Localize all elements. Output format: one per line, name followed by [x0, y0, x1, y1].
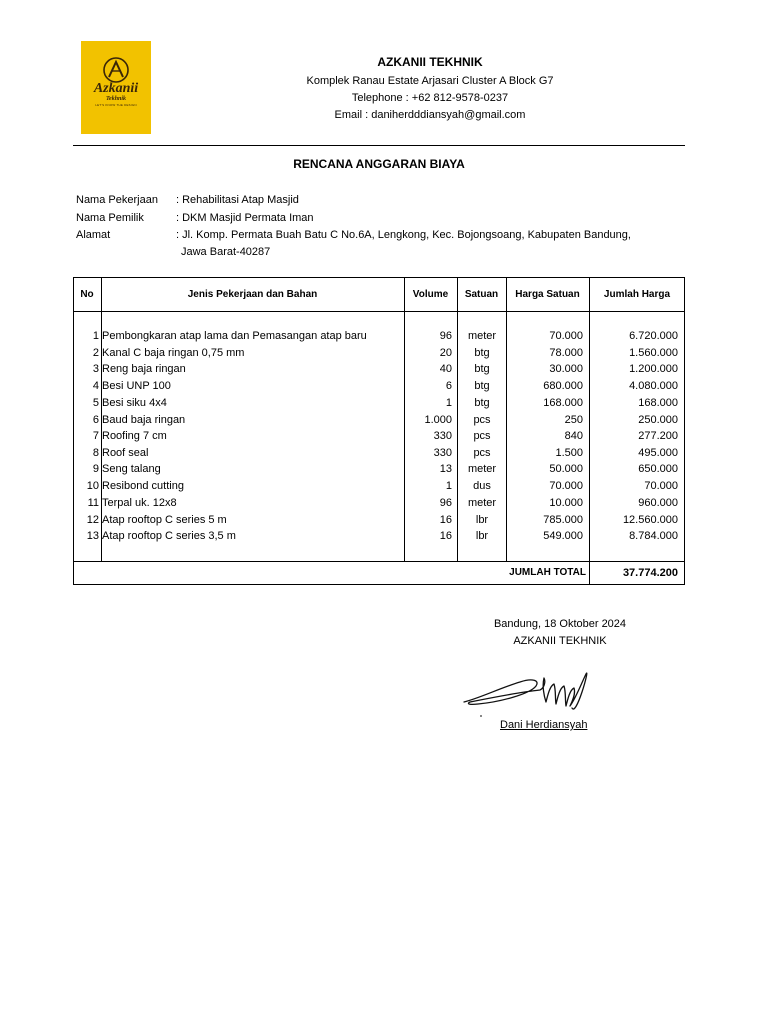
row-unit: meter	[467, 497, 497, 509]
row-unit: pcs	[473, 430, 491, 442]
row-name: Besi UNP 100	[102, 380, 171, 392]
logo-emblem-icon	[103, 57, 129, 83]
table-header-divider	[73, 311, 685, 312]
signatory-name: Dani Herdiansyah	[500, 719, 588, 731]
row-total: 4.080.000	[629, 380, 678, 392]
info-value-address: : Jl. Komp. Permata Buah Batu C No.6A, Lengkong, Kec. Bojongsoang, Kabupaten Bandung,	[176, 229, 631, 241]
row-name: Resibond cutting	[102, 480, 184, 492]
company-logo	[81, 41, 151, 134]
row-name: Baud baja ringan	[102, 414, 186, 426]
row-unit-price: 168.000	[543, 397, 583, 409]
row-total: 960.000	[638, 497, 678, 509]
row-no: 4	[92, 380, 99, 392]
row-name: Reng baja ringan	[102, 363, 186, 375]
document-title: RENCANA ANGGARAN BIAYA	[293, 157, 465, 171]
row-unit-price: 1.500	[555, 447, 583, 459]
info-value-job: : Rehabilitasi Atap Masjid	[176, 194, 299, 206]
row-volume: 13	[439, 463, 452, 475]
header-unit-price: Harga Satuan	[515, 288, 580, 300]
row-volume: 16	[439, 530, 452, 542]
row-total: 70.000	[644, 480, 678, 492]
logo-wordmark: Azkanii	[93, 81, 139, 96]
row-unit-price: 30.000	[549, 363, 583, 375]
row-unit-price: 785.000	[543, 514, 583, 526]
row-name: Seng talang	[102, 463, 161, 475]
row-volume: 20	[439, 347, 452, 359]
company-phone: Telephone : +62 812-9578-0237	[351, 92, 509, 104]
row-volume: 1.000	[424, 414, 452, 426]
row-unit: pcs	[473, 447, 491, 459]
row-unit: btg	[474, 347, 490, 359]
row-unit: lbr	[475, 514, 489, 526]
row-name: Atap rooftop C series 3,5 m	[102, 530, 236, 542]
row-name: Besi siku 4x4	[102, 397, 167, 409]
row-no: 2	[92, 347, 99, 359]
row-total: 8.784.000	[629, 530, 678, 542]
row-unit-price: 840	[564, 430, 583, 442]
row-total: 650.000	[638, 463, 678, 475]
row-name: Terpal uk. 12x8	[102, 497, 177, 509]
row-unit: btg	[474, 380, 490, 392]
row-total: 168.000	[638, 397, 678, 409]
row-no: 9	[92, 463, 99, 475]
row-unit-price: 250	[564, 414, 583, 426]
row-no: 5	[92, 397, 99, 409]
row-unit: meter	[467, 463, 497, 475]
row-volume: 330	[433, 447, 452, 459]
header-unit: Satuan	[464, 288, 499, 300]
row-volume: 96	[439, 330, 452, 342]
header-divider	[73, 145, 685, 146]
row-total: 277.200	[638, 430, 678, 442]
row-unit: btg	[474, 363, 490, 375]
row-no: 7	[92, 430, 99, 442]
row-no: 13	[86, 530, 99, 542]
company-name: AZKANII TEKHNIK	[377, 55, 483, 69]
row-volume: 96	[439, 497, 452, 509]
row-no: 11	[87, 497, 99, 509]
row-total: 6.720.000	[629, 330, 678, 342]
row-total: 1.200.000	[629, 363, 678, 375]
logo-subtitle: Tekhnik	[105, 96, 127, 102]
row-volume: 1	[445, 397, 452, 409]
header-name: Jenis Pekerjaan dan Bahan	[187, 288, 318, 300]
row-unit-price: 50.000	[549, 463, 583, 475]
row-no: 6	[92, 414, 99, 426]
row-total: 1.560.000	[629, 347, 678, 359]
header-total: Jumlah Harga	[603, 288, 671, 300]
row-unit-price: 70.000	[549, 330, 583, 342]
total-label: JUMLAH TOTAL	[509, 567, 586, 578]
header-no: No	[80, 288, 94, 300]
row-total: 250.000	[638, 414, 678, 426]
row-name: Roof seal	[102, 447, 149, 459]
row-unit: btg	[474, 397, 490, 409]
signature-company: AZKANII TEKHNIK	[513, 635, 607, 647]
row-total: 12.560.000	[622, 514, 678, 526]
row-unit-price: 70.000	[549, 480, 583, 492]
row-unit-price: 78.000	[549, 347, 583, 359]
row-volume: 16	[439, 514, 452, 526]
row-volume: 330	[433, 430, 452, 442]
row-unit-price: 680.000	[543, 380, 583, 392]
row-unit: pcs	[473, 414, 491, 426]
row-name: Atap rooftop C series 5 m	[102, 514, 227, 526]
info-label-job: Nama Pekerjaan	[76, 194, 158, 206]
row-unit-price: 549.000	[543, 530, 583, 542]
row-name: Kanal C baja ringan 0,75 mm	[102, 347, 245, 359]
table-total-divider	[73, 561, 685, 562]
row-no: 1	[92, 330, 99, 342]
signature-place-date: Bandung, 18 Oktober 2024	[493, 618, 627, 630]
logo-tagline: LET'S KNOW THE DESIGN	[95, 103, 137, 107]
row-unit: meter	[467, 330, 497, 342]
row-total: 495.000	[638, 447, 678, 459]
info-value-address-line2: Jawa Barat-40287	[181, 246, 271, 258]
row-no: 10	[86, 480, 99, 492]
row-volume: 6	[445, 380, 452, 392]
row-unit: lbr	[475, 530, 489, 542]
row-no: 8	[92, 447, 99, 459]
row-unit-price: 10.000	[549, 497, 583, 509]
row-volume: 40	[439, 363, 452, 375]
info-label-owner: Nama Pemilik	[76, 212, 144, 224]
company-email: Email : daniherdddiansyah@gmail.com	[334, 109, 526, 121]
company-address: Komplek Ranau Estate Arjasari Cluster A Block G7	[306, 75, 554, 87]
row-volume: 1	[445, 480, 452, 492]
info-value-owner: : DKM Masjid Permata Iman	[176, 212, 314, 224]
handwritten-signature	[460, 668, 610, 718]
row-name: Roofing 7 cm	[102, 430, 167, 442]
row-no: 3	[92, 363, 99, 375]
row-unit: dus	[473, 480, 491, 492]
total-value: 37.774.200	[622, 567, 678, 579]
row-no: 12	[86, 514, 99, 526]
row-name: Pembongkaran atap lama dan Pemasangan atap baru	[102, 330, 367, 342]
info-label-address: Alamat	[76, 229, 111, 241]
header-volume: Volume	[412, 288, 449, 300]
